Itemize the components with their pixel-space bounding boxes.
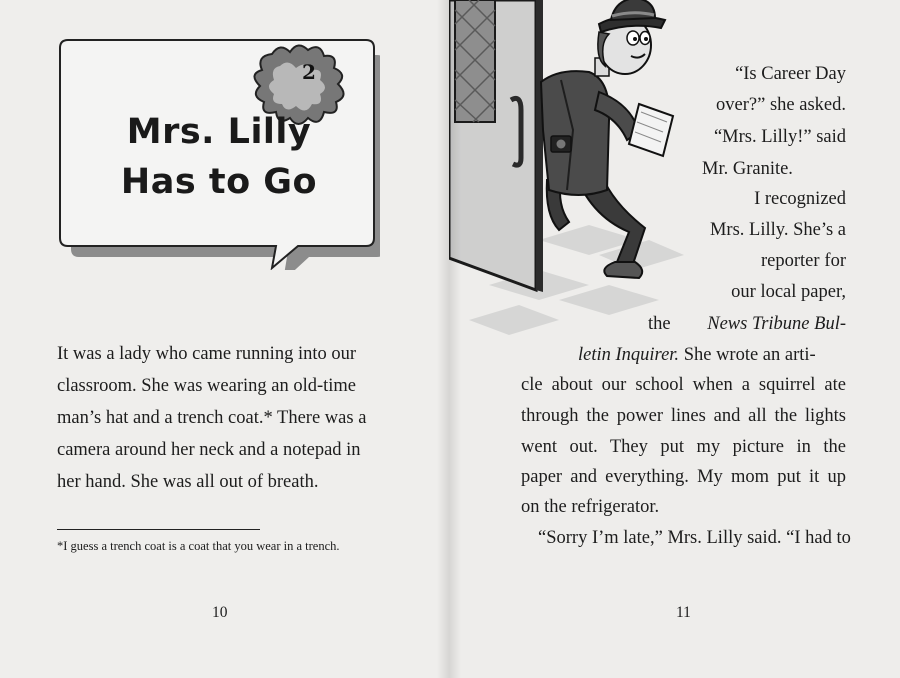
- footnote: *I guess a trench coat is a coat that you wear in a trench.: [57, 539, 340, 553]
- page-number-left: 10: [212, 604, 228, 621]
- body-text: She wrote an arti-: [679, 345, 816, 365]
- body-line: camera around her neck and a notepad in: [57, 440, 361, 460]
- speech-bubble-icon: [58, 38, 380, 270]
- body-line: “Mrs. Lilly!” said: [713, 127, 846, 147]
- body-line: her hand. She was all out of breath.: [57, 472, 319, 492]
- body-text: the: [648, 314, 671, 334]
- body-line: reporter for: [761, 251, 846, 271]
- body-line: “Sorry I’m late,” Mrs. Lilly said. “I had to: [538, 528, 851, 548]
- body-line: over?” she asked.: [716, 95, 846, 115]
- chapter-number: 2: [302, 60, 316, 84]
- door-icon: [449, 0, 543, 292]
- body-line: I recognized: [754, 189, 846, 209]
- body-line-paper: [648, 314, 846, 335]
- body-line: It was a lady who came running into our: [57, 344, 357, 364]
- body-line-paper-2: [578, 345, 816, 366]
- body-line: paper and everything. My mom put it up: [521, 467, 846, 487]
- footnote-divider: [57, 529, 260, 530]
- body-line: “Is Career Day: [735, 64, 846, 84]
- left-page: [0, 0, 449, 678]
- body-line: classroom. She was wearing an old-time: [57, 376, 357, 396]
- body-line: on the refrigerator.: [521, 497, 660, 517]
- reporter-at-door-illustration: [449, 0, 689, 340]
- right-page: [449, 0, 900, 678]
- body-line: cle about our school when a squirrel ate: [521, 375, 846, 395]
- body-line: through the power lines and all the lights: [521, 406, 846, 426]
- body-line: Mr. Granite.: [702, 159, 793, 179]
- newspaper-name: News Tribune Bul-: [707, 314, 846, 334]
- page-number-right: 11: [676, 604, 691, 621]
- chapter-title-line-1: Mrs. Lilly: [126, 112, 312, 152]
- body-line: our local paper,: [731, 282, 846, 302]
- newspaper-name-end: letin Inquirer.: [578, 345, 680, 365]
- body-line: man’s hat and a trench coat.* There was a: [57, 408, 367, 428]
- body-line: Mrs. Lilly. She’s a: [709, 220, 846, 240]
- chapter-heading-box: [58, 38, 380, 270]
- chapter-title-line-2: Has to Go: [120, 162, 318, 202]
- body-line: went out. They put my picture in the: [521, 437, 846, 457]
